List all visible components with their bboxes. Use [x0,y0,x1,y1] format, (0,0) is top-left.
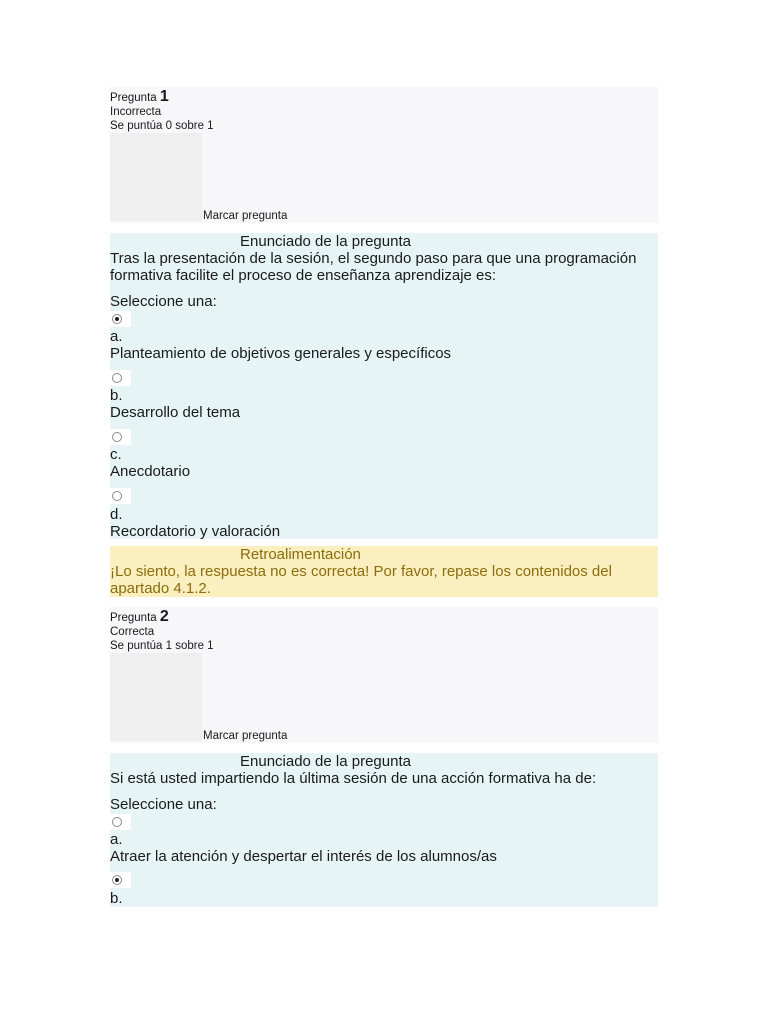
flag-placeholder [110,133,202,221]
option-text: Atraer la atención y despertar el interés de los alumnos/as [110,848,497,865]
question-number [110,90,214,105]
flag-placeholder [110,653,202,741]
option-letter: b. [110,387,123,404]
option-letter: a. [110,831,123,848]
select-prompt: Seleccione una: [110,796,217,813]
feedback-text: ¡Lo siento, la respuesta no es correcta! Por favor, repase los contenidos del apartado 4.1.2. [110,563,612,597]
radio-cell [110,429,131,445]
question-state: Correcta [110,626,155,638]
question-2-status [110,610,214,653]
option-letter: d. [110,506,123,523]
select-prompt: Seleccione una: [110,293,217,310]
question-number [110,610,214,625]
option-letter: c. [110,446,122,463]
option-text: Recordatorio y valoración [110,523,281,540]
question-2-content [110,753,658,907]
radio-option-b[interactable] [112,373,122,383]
option-text: Planteamiento de objetivos generales y específicos [110,345,452,362]
question-text: Tras la presentación de la sesión, el segundo paso para que una programación formativa facilite el proceso de enseñanza aprendizaje es: [110,250,637,284]
question-1-info [110,87,658,223]
flag-question-link[interactable]: Marcar pregunta [203,210,288,222]
question-label: Pregunta [110,612,157,624]
radio-option-b[interactable] [112,875,122,885]
option-letter: a. [110,328,123,345]
question-label: Pregunta [110,92,157,104]
radio-cell [110,814,131,830]
radio-cell [110,311,131,327]
radio-option-c[interactable] [112,432,122,442]
radio-option-a[interactable] [112,817,122,827]
question-grade: Se puntúa 0 sobre 1 [110,120,214,132]
question-1-status [110,90,214,133]
flag-question-link[interactable]: Marcar pregunta [203,730,288,742]
radio-option-d[interactable] [112,491,122,501]
question-text-heading: Enunciado de la pregunta [240,753,411,770]
question-1-content [110,233,658,539]
feedback-box [110,546,658,597]
question-number-value: 2 [159,608,169,625]
option-text: Desarrollo del tema [110,404,241,421]
option-letter: b. [110,890,123,907]
option-text: Anecdotario [110,463,191,480]
question-number-value: 1 [159,88,169,105]
feedback-heading: Retroalimentación [240,546,361,563]
radio-cell [110,370,131,386]
radio-cell [110,872,131,888]
question-grade: Se puntúa 1 sobre 1 [110,640,214,652]
question-text: Si está usted impartiendo la última sesión de una acción formativa ha de: [110,770,597,787]
question-text-heading: Enunciado de la pregunta [240,233,411,250]
question-state: Incorrecta [110,106,162,118]
question-2-info [110,607,658,743]
radio-cell [110,488,131,504]
radio-option-a[interactable] [112,314,122,324]
